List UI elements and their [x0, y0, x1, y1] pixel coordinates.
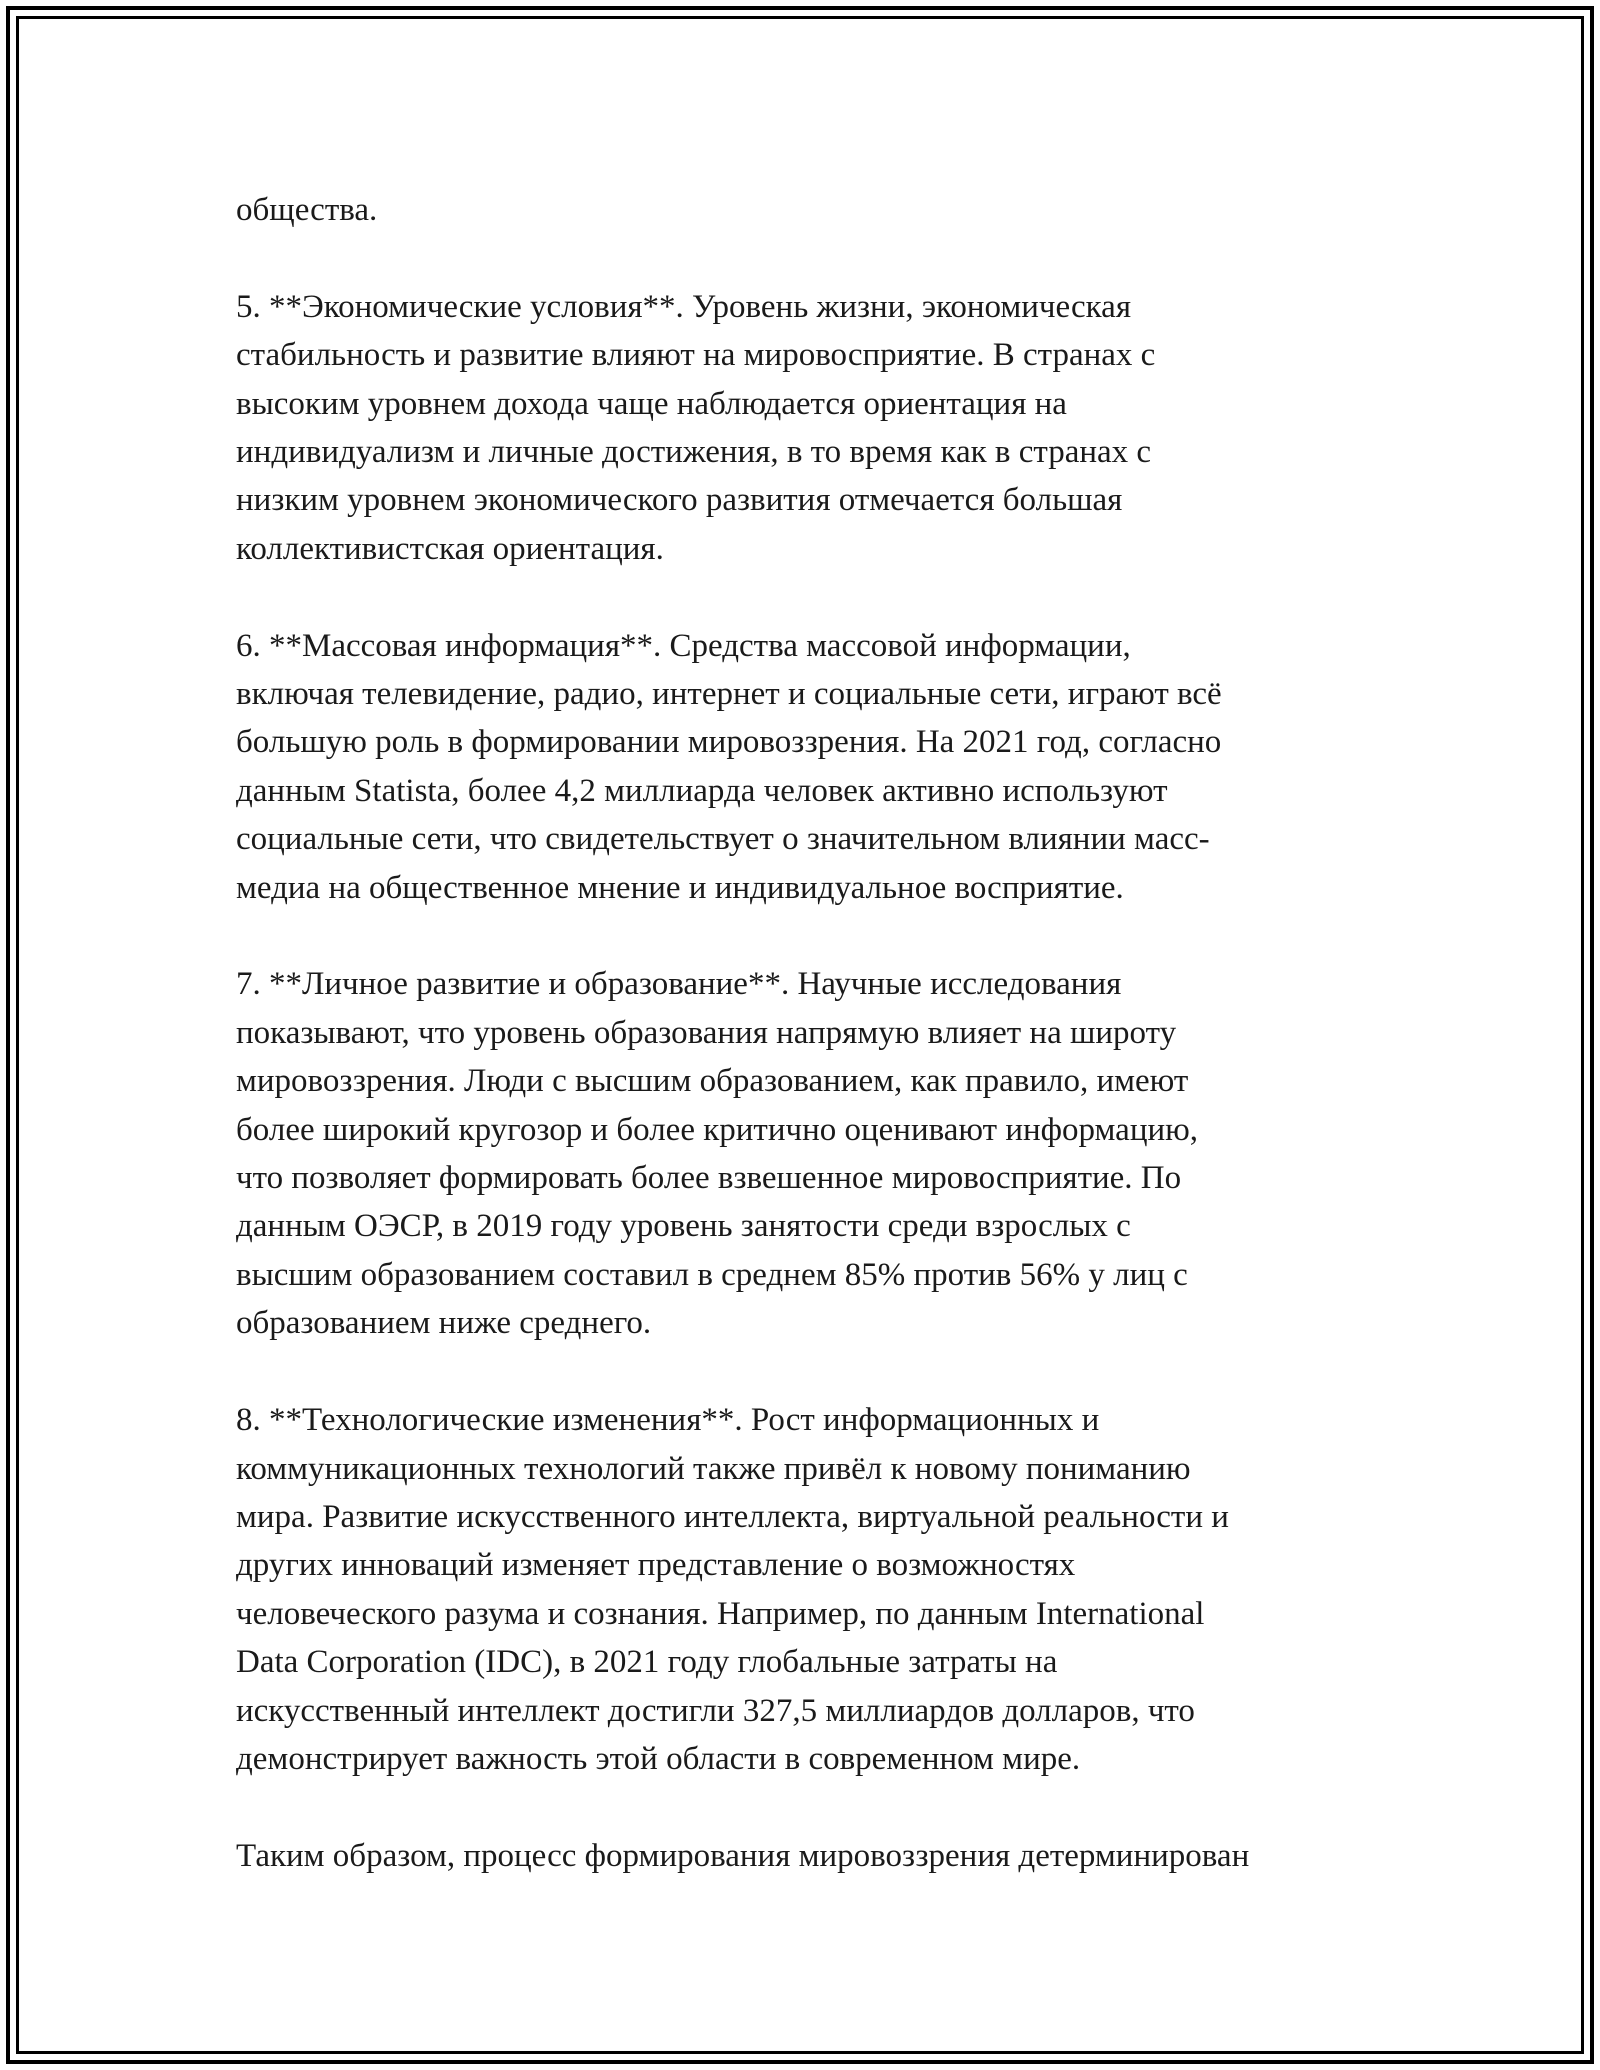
paragraph-technology: 8. **Технологические изменения**. Рост информационных и коммуникационных технологий также привёл к новому пониманию мира. Развитие искусственного интеллекта, виртуальной реальности и других инноваций изменяет представление о возможностях человеческого разума и сознания. Например, по данным International Data Corporation (IDC), в 2021 году глобальные затраты на искусственный интеллект достигли 327,5 миллиардов долларов, что демонстрирует важность этой области в современном мире.	[236, 1402, 1229, 1777]
paragraph-mass-media: 6. **Массовая информация**. Средства массовой информации, включая телевидение, радио, интернет и социальные сети, играют всё большую роль в формировании мировоззрения. На 2021 год, согласно данным Statista, более 4,2 миллиарда человек активно используют социальные сети, что свидетельствует о значительном влиянии масс- медиа на общественное мнение и индивидуальное восприятие.	[236, 627, 1222, 906]
paragraph-education: 7. **Личное развитие и образование**. Научные исследования показывают, что уровень образования напрямую влияет на широту мировоззрения. Люди с высшим образованием, как правило, имеют более широкий кругозор и более критично оценивают информацию, что позволяет формировать более взвешенное мировосприятие. По данным ОЭСР, в 2019 году уровень занятости среди взрослых с высшим образованием составил в среднем 85% против 56% у лиц с образованием ниже среднего.	[236, 966, 1199, 1342]
paragraph-conclusion: Таким образом, процесс формирования мировоззрения детерминирован	[236, 1837, 1250, 1874]
paragraph-economic-conditions: 5. **Экономические условия**. Уровень жизни, экономическая стабильность и развитие влияют на мировосприятие. В странах с высоким уровнем дохода чаще наблюдается ориентация на индивидуализм и личные достижения, в то время как в странах с низким уровнем экономического развития отмечается большая коллективистская ориентация.	[236, 288, 1156, 567]
paragraph-continuation: общества.	[236, 192, 378, 228]
document-body	[236, 186, 1366, 1880]
